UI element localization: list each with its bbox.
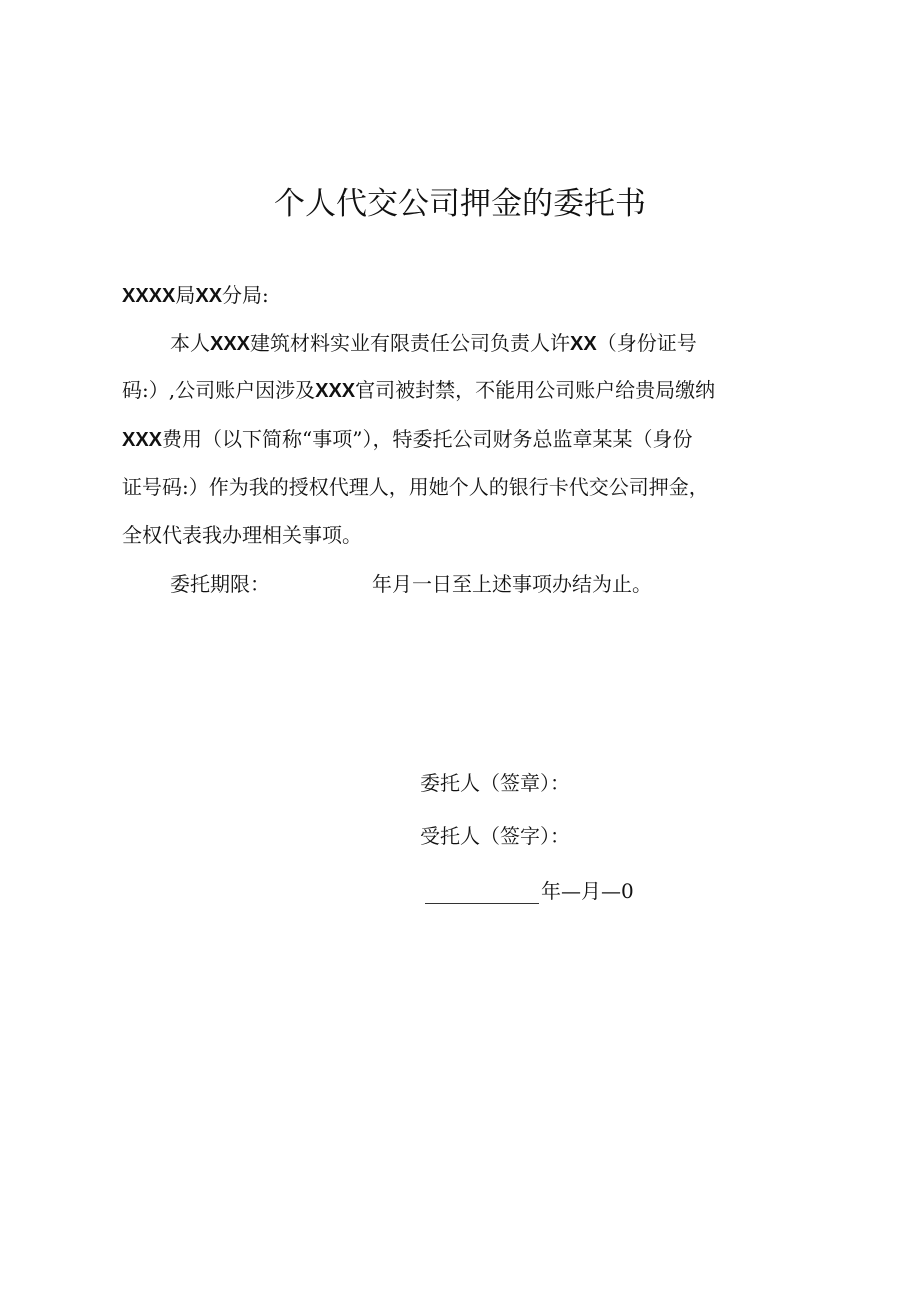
text-segment: （身份证号 — [596, 331, 697, 355]
name-placeholder: XX — [570, 333, 597, 355]
paragraph-line-5: 全权代表我办理相关事项。 — [122, 523, 362, 547]
term-value: 年月一日至上述事项办结为止。 — [372, 572, 652, 596]
company-placeholder: XXX — [210, 333, 251, 355]
fee-placeholder: XXX — [122, 429, 163, 451]
date-blank-underline — [425, 883, 539, 904]
paragraph-line-2 — [122, 377, 715, 404]
addressee-line — [122, 282, 269, 309]
addressee-bureau-placeholder: XXXX — [122, 285, 176, 307]
paragraph-line-1 — [170, 330, 697, 357]
date-text: 年—月—0 — [541, 879, 634, 903]
text-segment: 官司被封禁，不能用公司账户给贵局缴纳 — [355, 378, 716, 402]
term-label: 委托期限： — [170, 572, 270, 596]
document-title: 个人代交公司押金的委托书 — [274, 186, 646, 222]
principal-signature-line: 委托人（签章）： — [420, 771, 570, 795]
lawsuit-placeholder: XXX — [315, 380, 356, 402]
addressee-suffix: 分局: — [222, 283, 269, 307]
addressee-branch-placeholder: XX — [195, 285, 223, 307]
text-segment: 建筑材料实业有限责任公司负责人许 — [250, 331, 571, 355]
text-segment: 本人 — [170, 331, 210, 355]
paragraph-line-3 — [122, 426, 692, 453]
text-segment: 码:）,公司账户因涉及 — [122, 378, 316, 402]
paragraph-line-4: 证号码:）作为我的授权代理人，用她个人的银行卡代交公司押金， — [122, 475, 709, 499]
text-segment: 费用（以下简称“事项”），特委托公司财务总监章某某（身份 — [162, 427, 693, 451]
agent-signature-line: 受托人（签字）： — [420, 824, 570, 848]
date-line — [425, 878, 634, 904]
addressee-bureau-word: 局 — [175, 283, 196, 307]
